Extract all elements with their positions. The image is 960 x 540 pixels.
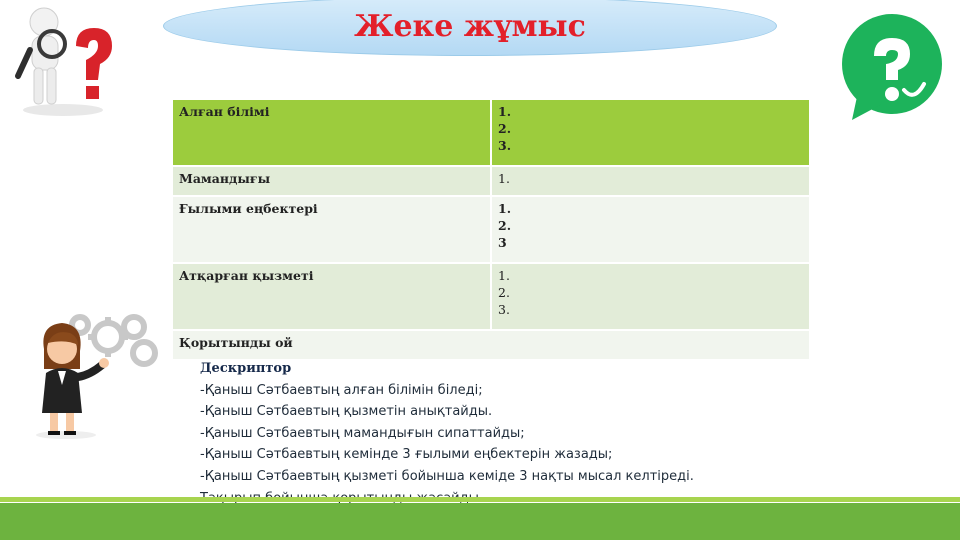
info-table: [171, 98, 811, 361]
descriptor-item: -Қаныш Сәтбаевтың қызметін анықтайды.: [200, 404, 493, 420]
descriptor-item: -Қаныш Сәтбаевтың кемінде 3 ғылыми еңбектерін жазады;: [200, 447, 613, 463]
table-label-cell: Ғылыми еңбектері: [172, 196, 491, 263]
list-number: 3: [498, 235, 507, 250]
figure-with-magnifier-question-icon: [8, 2, 128, 120]
green-question-speech-bubble-icon: [840, 14, 944, 122]
list-number: 3.: [498, 302, 510, 317]
table-value-cell: [491, 196, 810, 263]
descriptor-item: -Қаныш Сәтбаевтың мамандығын сипаттайды;: [200, 425, 525, 441]
table-value-cell: [491, 166, 810, 196]
slide-title: Жеке жұмыс: [354, 8, 586, 44]
table-label-cell: Қорытынды ой: [172, 330, 810, 360]
table-value-cell: [491, 263, 810, 330]
table-row: [172, 263, 810, 330]
table-row: [172, 196, 810, 263]
descriptor-title: Дескриптор: [200, 361, 292, 376]
list-number: 1.: [498, 268, 510, 283]
table-row: [172, 330, 810, 360]
table-label-cell: Атқарған қызметі: [172, 263, 491, 330]
descriptor-item: -Қаныш Сәтбаевтың қызметі бойынша кеміде 3 нақты мысал келтіреді.: [200, 468, 694, 484]
list-number: 2.: [498, 121, 512, 136]
table-row: [172, 99, 810, 166]
list-number: 2.: [498, 218, 512, 233]
table-row: [172, 166, 810, 196]
footer-accent-bar: [0, 497, 960, 502]
list-number: 1.: [498, 171, 510, 186]
table-value-cell: [491, 99, 810, 166]
footer-bar: [0, 503, 960, 540]
descriptor-item: -Қаныш Сәтбаевтың алған білімін біледі;: [200, 382, 483, 398]
list-number: 2.: [498, 285, 510, 300]
table-label-cell: Алған білімі: [172, 99, 491, 166]
list-number: 3.: [498, 138, 512, 153]
list-number: 1.: [498, 201, 512, 216]
title-banner: [163, 0, 777, 56]
woman-presenting-with-gears-icon: [22, 305, 172, 440]
list-number: 1.: [498, 104, 512, 119]
table-label-cell: Мамандығы: [172, 166, 491, 196]
descriptor-block: [200, 358, 694, 509]
